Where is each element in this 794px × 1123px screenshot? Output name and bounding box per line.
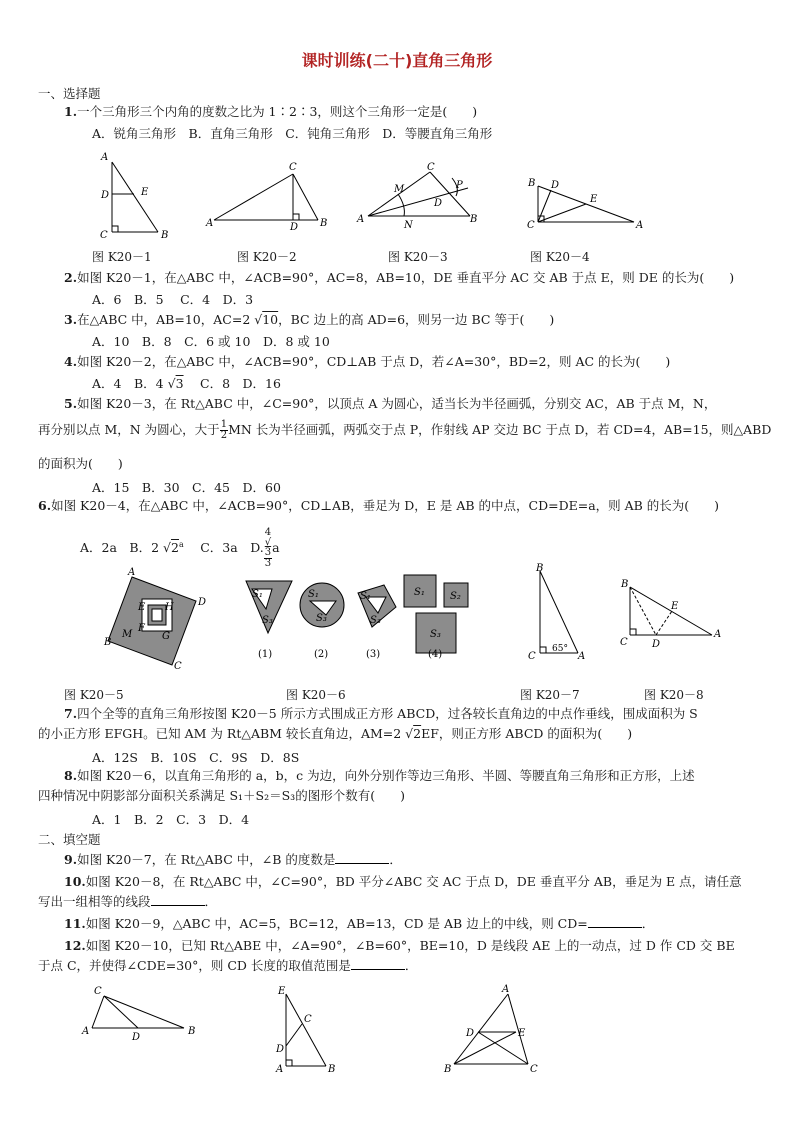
k20-1-label-B: B xyxy=(161,230,169,241)
k20-2-label-A: A xyxy=(206,218,214,229)
question-11: 11.如图 K20－9，△ABC 中，AC=5，BC=12，AB=13，CD 是 AB 边上的中线，则 CD= ． xyxy=(64,916,655,931)
figure-k20-3 xyxy=(368,172,470,216)
k20-4-label-B: B xyxy=(528,178,536,189)
q3-options: A．10 B．8 C．6 或 10 D．8 或 10 xyxy=(92,334,330,349)
k20-10-label-B: B xyxy=(328,1064,336,1075)
k20-3-label-N: N xyxy=(404,220,413,231)
figure-k20-10 xyxy=(286,994,326,1066)
question-7-line-1: 7.四个全等的直角三角形按图 K20－5 所示方式围成正方形 ABCD，过各较长直角边的中点作垂线，围成面积为 S xyxy=(64,706,698,721)
extra-label-B: B xyxy=(444,1064,452,1075)
k20-10-label-A: A xyxy=(276,1064,284,1075)
question-5-line-3: 的面积为( ) xyxy=(38,456,123,471)
question-2: 2.如图 K20－1，在△ABC 中，∠ACB=90°，AC=8，AB=10，DE 垂直平分 AC 交 AB 于点 E，则 DE 的长为( ) xyxy=(64,270,735,285)
k20-1-label-E: E xyxy=(141,187,149,198)
k20-3-label-P: P xyxy=(456,180,463,191)
question-1 xyxy=(64,104,477,120)
k20-4-label-A: A xyxy=(636,220,644,231)
k20-5-label-F: F xyxy=(138,623,145,634)
question-10-line-1: 10.如图 K20－8，在 Rt△ABC 中，∠C=90°，BD 平分∠ABC 交 AC 于点 D，DE 垂直平分 AB，垂足为 E 点，请任意 xyxy=(64,874,742,889)
k20-5-label-E: E xyxy=(138,602,146,613)
q6-options: A．2a B．2 √2$^a$ C．3a D. 4 √ 3 3 a xyxy=(80,527,280,569)
k20-3-label-A: A xyxy=(357,214,365,225)
k20-3-label-M: M xyxy=(394,184,405,195)
q5-options: A．15 B．30 C．45 D．60 xyxy=(92,480,281,495)
figure-k20-2 xyxy=(214,174,318,220)
figures-row-2 xyxy=(0,565,794,685)
caption-k20-2: 图 K20－2 xyxy=(237,250,297,264)
k20-6-3-s1: S₁ xyxy=(360,591,371,602)
k20-9-label-C: C xyxy=(94,986,102,997)
k20-5-label-G: G xyxy=(162,631,170,642)
k20-6-label-3: (3) xyxy=(366,649,381,660)
question-5-line-2: 再分别以点 M，N 为圆心，大于 $\frac{1}{2}$ MN 长为半径画弧，两弧交于点 P，作射线 AP 交边 BC 于点 D，若 CD=4，AB=15，则△ABD xyxy=(38,419,772,441)
k20-4-label-E: E xyxy=(590,194,598,205)
q1-text: 一个三角形三个内角的度数之比为 1∶2∶3，则这个三角形一定是( ) xyxy=(77,104,478,119)
k20-3-label-B: B xyxy=(470,214,478,225)
q2-options: A．6 B．5 C．4 D．3 xyxy=(92,292,254,307)
figures-row-3 xyxy=(0,982,794,1082)
k20-8-label-A: A xyxy=(714,629,722,640)
k20-9-label-D: D xyxy=(132,1032,141,1043)
page-title: 课时训练(二十)直角三角形 xyxy=(301,51,493,70)
k20-8-label-B: B xyxy=(621,579,629,590)
k20-8-label-D: D xyxy=(652,639,661,650)
k20-6-1-s1: S₁ xyxy=(252,589,263,600)
k20-10-label-E: E xyxy=(278,986,286,997)
question-6: 6.如图 K20－4，在△ABC 中，∠ACB=90°，CD⊥AB，垂足为 D，E 是 AB 的中点，CD=DE=a，则 AB 的长为( ) xyxy=(38,498,720,513)
question-7-line-2: 的小正方形 EFGH。已知 AM 为 Rt△ABM 较长直角边，AM=2 √2EF，则正方形 ABCD 的面积为( ) xyxy=(38,726,633,741)
k20-4-label-C: C xyxy=(527,220,535,231)
k20-8-label-E: E xyxy=(671,601,679,612)
q1-number: 1. xyxy=(64,104,78,119)
k20-6-2-s3: S₃ xyxy=(316,613,327,624)
k20-6-4-s3: S₃ xyxy=(430,629,441,640)
caption-k20-5: 图 K20－5 xyxy=(64,688,124,702)
extra-label-C: C xyxy=(530,1064,538,1075)
question-5-line-1: 5.如图 K20－3，在 Rt△ABC 中，∠C=90°，以顶点 A 为圆心，适当长为半径画弧，分别交 AC，AB 于点 M，N， xyxy=(64,396,717,411)
section-fill: 二、填空题 xyxy=(38,832,101,847)
caption-k20-1: 图 K20－1 xyxy=(92,250,152,264)
k20-5-label-B: B xyxy=(104,637,112,648)
extra-label-E: E xyxy=(518,1028,526,1039)
k20-6-1-s3: S₃ xyxy=(262,615,273,626)
caption-k20-8: 图 K20－8 xyxy=(644,688,704,702)
question-8-line-1: 8.如图 K20－6，以直角三角形的 a，b，c 为边，向外分别作等边三角形、半圆、等腰直角三角形和正方形，上述 xyxy=(64,768,695,783)
q1-options: A．锐角三角形 B．直角三角形 C．钝角三角形 D．等腰直角三角形 xyxy=(92,126,493,141)
extra-label-D: D xyxy=(466,1028,475,1039)
figure-k20-9 xyxy=(92,996,184,1028)
k20-7-label-C: C xyxy=(528,651,536,662)
k20-5-label-C: C xyxy=(174,661,182,672)
k20-6-4-s2: S₂ xyxy=(450,591,461,602)
figure-k20-4 xyxy=(538,186,634,222)
q11-blank[interactable] xyxy=(588,916,642,928)
k20-9-label-A: A xyxy=(82,1026,90,1037)
k20-10-label-D: D xyxy=(276,1044,285,1055)
k20-6-3-s3: S₃ xyxy=(370,615,381,626)
k20-2-label-B: B xyxy=(320,218,328,229)
k20-1-label-D: D xyxy=(101,190,110,201)
figures-row-1 xyxy=(0,150,794,250)
k20-8-label-C: C xyxy=(620,637,628,648)
figure-k20-7 xyxy=(540,571,578,653)
k20-5-label-M: M xyxy=(122,629,133,640)
figure-k20-1 xyxy=(112,162,158,232)
k20-6-label-4: (4) xyxy=(428,649,443,660)
k20-9-label-B: B xyxy=(188,1026,196,1037)
caption-k20-4: 图 K20－4 xyxy=(530,250,590,264)
question-12-line-2: 于点 C，并使得∠CDE=30°，则 CD 长度的取值范围是 ． xyxy=(38,958,418,973)
question-12-line-1: 12.如图 K20－10，已知 Rt△ABE 中，∠A=90°，∠B=60°，BE=10，D 是线段 AE 上的一动点，过 D 作 CD 交 BE xyxy=(64,938,735,953)
k20-6-label-1: (1) xyxy=(258,649,273,660)
q9-blank[interactable] xyxy=(335,852,389,864)
k20-1-label-A: A xyxy=(101,152,109,163)
k20-5-label-D: D xyxy=(198,597,207,608)
question-10-line-2: 写出一组相等的线段 ． xyxy=(38,894,218,909)
q4-options: A．4 B．4 √3 C．8 D．16 xyxy=(92,376,281,391)
k20-6-label-2: (2) xyxy=(314,649,329,660)
k20-6-4-s1: S₁ xyxy=(414,587,425,598)
k20-4-label-D: D xyxy=(551,180,560,191)
question-8-line-2: 四种情况中阴影部分面积关系满足 S₁＋S₂＝S₃的图形个数有( ) xyxy=(38,788,405,803)
k20-7-angle: 65° xyxy=(552,644,568,654)
q10-blank[interactable] xyxy=(151,894,205,906)
k20-3-label-C: C xyxy=(427,162,435,173)
question-9: 9.如图 K20－7，在 Rt△ABC 中，∠B 的度数是 ． xyxy=(64,852,402,867)
k20-3-label-D: D xyxy=(434,198,443,209)
k20-5-label-A: A xyxy=(128,567,136,578)
k20-7-label-A: A xyxy=(578,651,586,662)
question-3: 3.在△ABC 中，AB=10，AC=2 √10，BC 边上的高 AD=6，则另一边 BC 等于( ) xyxy=(64,312,555,327)
q7-options: A．12S B．10S C．9S D．8S xyxy=(92,750,300,765)
section-choice: 一、选择题 xyxy=(38,86,101,101)
caption-k20-7: 图 K20－7 xyxy=(520,688,580,702)
k20-7-label-B: B xyxy=(536,563,544,574)
k20-1-label-C: C xyxy=(100,230,108,241)
k20-5-label-H: H xyxy=(165,602,174,613)
k20-6-2-s1: S₁ xyxy=(308,589,319,600)
k20-2-label-C: C xyxy=(289,162,297,173)
k20-2-label-D: D xyxy=(290,222,299,233)
figure-k20-5 xyxy=(108,577,196,665)
caption-k20-6: 图 K20－6 xyxy=(286,688,346,702)
k20-10-label-C: C xyxy=(304,1014,312,1025)
question-4: 4.如图 K20－2，在△ABC 中，∠ACB=90°，CD⊥AB 于点 D，若∠A=30°，BD=2，则 AC 的长为( ) xyxy=(64,354,671,369)
extra-label-A: A xyxy=(502,984,510,995)
q8-options: A．1 B．2 C．3 D．4 xyxy=(92,812,250,827)
q12-blank[interactable] xyxy=(351,958,405,970)
caption-k20-3: 图 K20－3 xyxy=(388,250,448,264)
